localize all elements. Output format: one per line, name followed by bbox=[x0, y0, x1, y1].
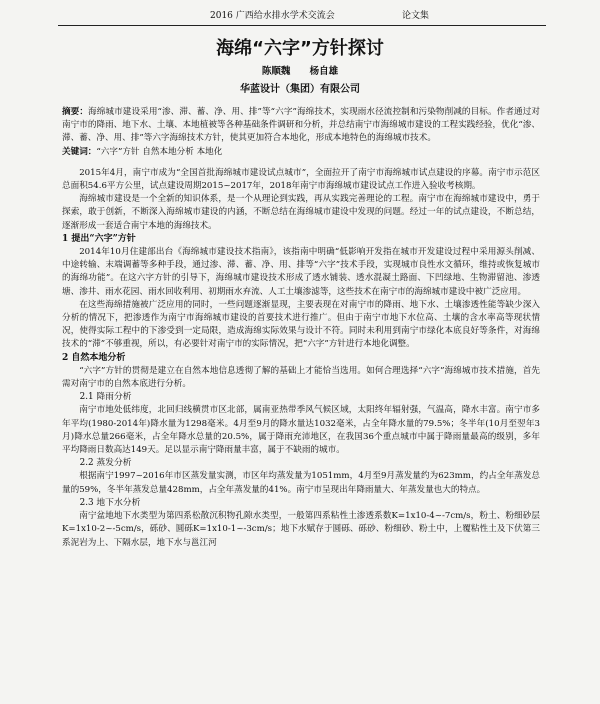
paper-body bbox=[62, 102, 540, 550]
affiliation: 华蓝设计（集团）有限公司 bbox=[240, 84, 360, 95]
section-heading: 1 提出“六字”方针 bbox=[62, 233, 136, 244]
section-heading: 2 自然本地分析 bbox=[62, 352, 126, 363]
paragraph: 2014年10月住建部出台《海绵城市建设技术指南》，该指南中明确“低影响开发指在城市开发建设过程中采用源头削减、中途转输、末端调蓄等多种手段，通过渗、滞、蓄、净、用、排等“六字”技术手段，实现城市良性水文循环，维持或恢复城市的海绵功能”。在这六字方针的引导下，海绵城市建设技术形成了透水铺装、透水混凝土路面、下凹绿地、生物滞留池、渗透塘、渗井、雨水花园、雨水回收利用、初期雨水弃流、人工土壤渗滤等，这些技术在南宁市的海绵城市建设中被广泛应用。 bbox=[62, 247, 540, 297]
paragraph: 南宁市地处低纬度，北回归线横贯市区北部，属南亚热带季风气候区域，太阳终年辐射强，气温高，降水丰富。南宁市多年平均(1980-2014年)降水量为1298毫米。4月至9月的降水量达1032毫米，占全年降水量的79.5%；冬半年(10月至翌年3月)降水总量266毫米，占全年降水总量的20.5%，属于降雨充沛地区，在我国36个重点城市中属于降雨量最高的级别，多年平均降雨日数高达149天。足以显示南宁降雨量丰富，属于不缺雨的城市。 bbox=[62, 405, 540, 456]
paragraph: “六字”方针的贯彻是建立在自然本地信息透彻了解的基础上才能恰当选用。如何合理选择“六字”海绵城市技术措施，首先需对南宁市的自然本底进行分析。 bbox=[62, 365, 540, 390]
subsection-heading: 2.3 地下水分析 bbox=[79, 497, 141, 508]
conference-name: 2016 广西给水排水学术交流会 bbox=[210, 11, 335, 21]
paragraph: 南宁盆地地下水类型为第四系松散沉积物孔隙水类型，一般第四系粘性土渗透系数K=1x10-4~-7cm/s，粉土、粉细砂层K=1x10-2~-5cm/s，砾砂、圆砾K=1x10-1~-3cm/s；地下水赋存于圆砾、砾砂、粉细砂、粉土中，上覆粘性土及下伏第三系泥岩为上、下隔水层，地下水与邕江河 bbox=[62, 511, 540, 548]
abstract-text: 海绵城市建设采用“渗、滞、蓄、净、用、排”等“六字”海绵技术，实现雨水径流控制和污染物削减的目标。作者通过对南宁市的降雨、地下水、土壤、本地植被等各种基础条件调研和分析，并总结南宁市海绵城市建设的工程实践经验，优化“渗、滞、蓄、净、用、排”等六字海绵技术方针，使其更加符合本地化，形成本地特色的海绵城市技术。 bbox=[62, 107, 540, 144]
keywords bbox=[62, 146, 540, 159]
keywords-text: “六字”方针 自然本地分析 本地化 bbox=[96, 146, 223, 157]
paragraph: 根据南宁1997~2016年市区蒸发量实测，市区年均蒸发量为1051mm，4月至9月蒸发量约为623mm，约占全年蒸发总量的59%，冬半年蒸发总量428mm，占全年蒸发量的41%。南宁市呈现出年降雨量大、年蒸发量也大的特点。 bbox=[62, 471, 540, 495]
abstract-label: 摘要： bbox=[62, 107, 89, 117]
running-header bbox=[0, 6, 600, 22]
subsection-heading: 2.1 降雨分析 bbox=[79, 392, 132, 403]
author-name: 陈顺魏 bbox=[261, 66, 291, 77]
paragraph: 2015年4月，南宁市成为“全国首批海绵城市建设试点城市”，全面拉开了南宁市海绵城市试点建设的序幕。南宁市示范区总面积54.6平方公里，试点建设周期2015~2017年，2018年南宁市海绵城市建设试点工作进入验收考核期。 bbox=[62, 167, 540, 192]
paper-title: 海绵“六字”方针探讨 bbox=[216, 38, 384, 59]
author-name: 杨自雄 bbox=[309, 66, 339, 77]
abstract bbox=[62, 106, 540, 146]
keywords-label: 关键词： bbox=[62, 146, 97, 157]
paragraph: 海绵城市建设是一个全新的知识体系，是一个从理论到实践，再从实践完善理论的工程。南宁市在海绵城市建设中，勇于探索，敢于创新，不断深入海绵城市建设的内涵，不断总结在海绵城市建设中发现的问题。经过一年的试点建设，不断总结，逐渐形成一套适合南宁本地的海绵技术。 bbox=[62, 194, 540, 231]
paragraph: 在这些海绵措施被广泛应用的同时，一些问题逐渐显现，主要表现在对南宁市的降雨、地下水、土壤渗透性能等缺少深入分析的情况下，把渗透作为南宁市海绵城市建设的首要技术进行推广。但由于南宁市地下水位高、土壤的含水率高等现状情况，使得实际工程中的下渗受到一定局限，造成海绵实际效果与设计不符。同时未利用到南宁市绿化本底良好等条件，对海绵技术的“滞”不够重视，所以，有必要针对南宁市的实际情况，把“六字”方针进行本地化调整。 bbox=[62, 299, 540, 350]
author-list bbox=[0, 63, 600, 77]
proceedings-label: 论文集 bbox=[402, 11, 430, 21]
header-divider bbox=[58, 25, 546, 26]
subsection-heading: 2.2 蒸发分析 bbox=[79, 458, 132, 469]
